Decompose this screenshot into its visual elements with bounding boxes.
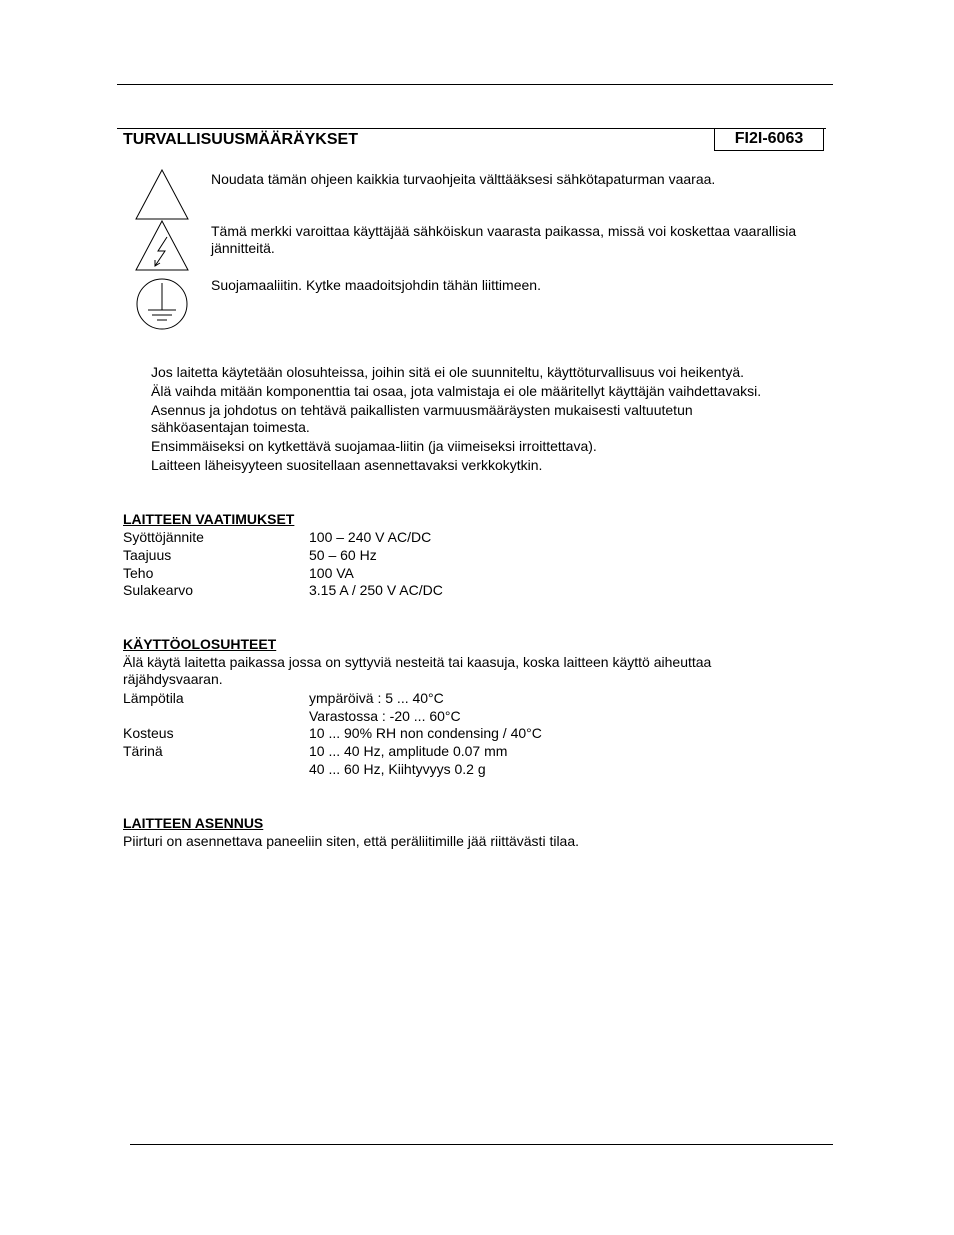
warning-triangle-icon (134, 168, 190, 222)
symbol-text-shock: Tämä merkki varoittaa käyttäjää sähköiskun vaarasta paikassa, missä voi koskettaa vaarallisia jännitteitä. (211, 223, 797, 256)
installation-heading: LAITTEEN ASENNUS (123, 815, 264, 831)
symbol-text-earth: Suojamaaliitin. Kytke maadoitsjohdin tähän liittimeen. (211, 277, 541, 293)
page-title: TURVALLISUUSMÄÄRÄYKSET (123, 131, 358, 148)
spec-label: Syöttöjännite (123, 529, 204, 545)
spec-value: 3.15 A / 250 V AC/DC (309, 582, 443, 598)
warning-item: Asennus ja johdotus on tehtävä paikallisten varmuusmääräysten mukaisesti valtuutetun sähköasentajan toimesta. (151, 402, 693, 435)
protective-earth-icon (134, 277, 190, 331)
top-rule (117, 84, 833, 85)
condition-label: Tärinä (123, 743, 163, 759)
condition-value: ympäröivä : 5 ... 40°C (309, 690, 444, 706)
warning-item: Ensimmäiseksi on kytkettävä suojamaa-liitin (ja viimeiseksi irroittettava). (151, 438, 597, 454)
bottom-rule (130, 1144, 833, 1145)
document-code: FI2I-6063 (714, 128, 824, 151)
warning-item: Laitteen läheisyyteen suositellaan asennettavaksi verkkokytkin. (151, 457, 543, 473)
condition-label: Kosteus (123, 725, 174, 741)
symbol-text-general: Noudata tämän ohjeen kaikkia turvaohjeita välttääksesi sähkötapaturman vaaraa. (211, 171, 716, 187)
spec-value: 100 – 240 V AC/DC (309, 529, 432, 545)
spec-label: Sulakearvo (123, 582, 194, 598)
condition-value: 10 ... 40 Hz, amplitude 0.07 mm (309, 743, 508, 759)
spec-label: Taajuus (123, 547, 172, 563)
warning-item: Jos laitetta käytetään olosuhteissa, joihin sitä ei ole suunniteltu, käyttöturvallisuus voi heikentyä. (151, 364, 745, 380)
condition-value: 40 ... 60 Hz, Kiihtyvyys 0.2 g (309, 761, 486, 777)
requirements-heading: LAITTEEN VAATIMUKSET (123, 511, 295, 527)
installation-text: Piirturi on asennettava paneeliin siten, että peräliitimille jää riittävästi tilaa. (123, 833, 580, 849)
condition-value: 10 ... 90% RH non condensing / 40°C (309, 725, 542, 741)
conditions-intro: Älä käytä laitetta paikassa jossa on syttyviä nesteitä tai kaasuja, koska laitteen käyttö aiheuttaa räjähdysvaaran. (123, 654, 712, 687)
warning-item: Älä vaihda mitään komponenttia tai osaa, jota valmistaja ei ole määritellyt käyttäjän vaihdettavaksi. (151, 383, 762, 399)
spec-value: 100 VA (309, 565, 354, 581)
condition-label: Lämpötila (123, 690, 184, 706)
condition-value: Varastossa : -20 ... 60°C (309, 708, 461, 724)
electric-shock-warning-icon (134, 219, 190, 273)
spec-label: Teho (123, 565, 154, 581)
spec-value: 50 – 60 Hz (309, 547, 377, 563)
conditions-heading: KÄYTTÖOLOSUHTEET (123, 636, 277, 652)
